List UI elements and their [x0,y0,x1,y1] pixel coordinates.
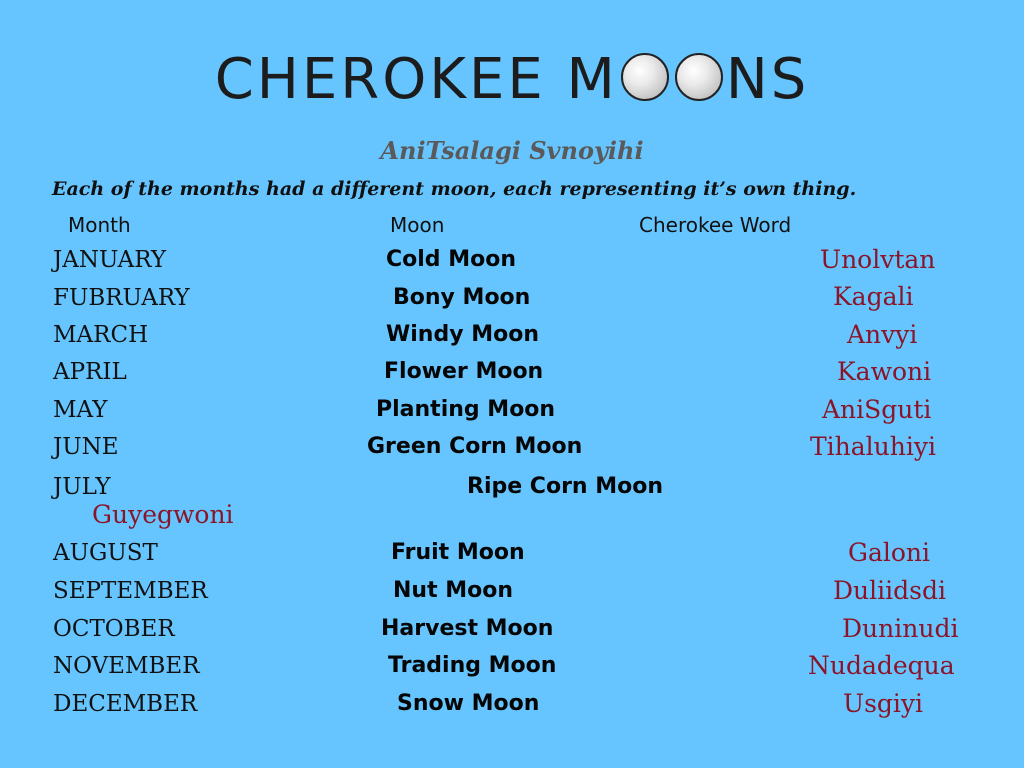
word-august: Galoni [848,538,931,567]
word-december: Usgiyi [843,689,924,718]
word-february: Kagali [833,282,914,311]
moon-march: Windy Moon [386,322,540,347]
moon-november: Trading Moon [388,653,557,678]
month-october: OCTOBER [53,616,175,642]
word-november: Nudadequa [808,651,955,680]
moon-january: Cold Moon [386,247,516,272]
month-december: DECEMBER [53,691,198,717]
full-moon-icon [621,53,669,101]
month-august: AUGUST [53,540,158,566]
word-march: Anvyi [847,320,918,349]
moon-may: Planting Moon [376,397,556,422]
month-april: APRIL [53,359,127,385]
header-cherokee-word: Cherokee Word [639,213,792,237]
word-january: Unolvtan [820,245,936,274]
title-text-end: NS [725,46,810,112]
month-february: FUBRUARY [53,285,190,311]
month-july: JULY [53,474,111,500]
word-april: Kawoni [837,357,932,386]
word-june: Tihaluhiyi [810,432,936,461]
moon-august: Fruit Moon [391,540,525,565]
header-month: Month [68,213,131,237]
subtitle: AniTsalagi Svnoyihi [380,136,644,165]
moon-october: Harvest Moon [381,616,554,641]
month-november: NOVEMBER [53,653,200,679]
moon-july: Ripe Corn Moon [467,474,664,499]
moon-april: Flower Moon [384,359,544,384]
word-september: Duliidsdi [833,576,946,605]
moon-february: Bony Moon [393,285,531,310]
month-june: JUNE [53,434,119,460]
month-january: JANUARY [53,247,167,273]
moon-september: Nut Moon [393,578,514,603]
word-october: Duninudi [842,614,959,643]
word-july: Guyegwoni [92,500,234,529]
full-moon-icon [675,53,723,101]
intro-text: Each of the months had a different moon, each representing it’s own thing. [52,178,857,200]
page-title [0,44,1024,114]
moon-june: Green Corn Moon [367,434,583,459]
word-may: AniSguti [822,395,932,424]
title-text-start: CHEROKEE M [214,46,618,112]
month-march: MARCH [53,322,149,348]
header-moon: Moon [390,213,445,237]
month-may: MAY [53,397,108,423]
month-september: SEPTEMBER [53,578,208,604]
moon-december: Snow Moon [397,691,540,716]
